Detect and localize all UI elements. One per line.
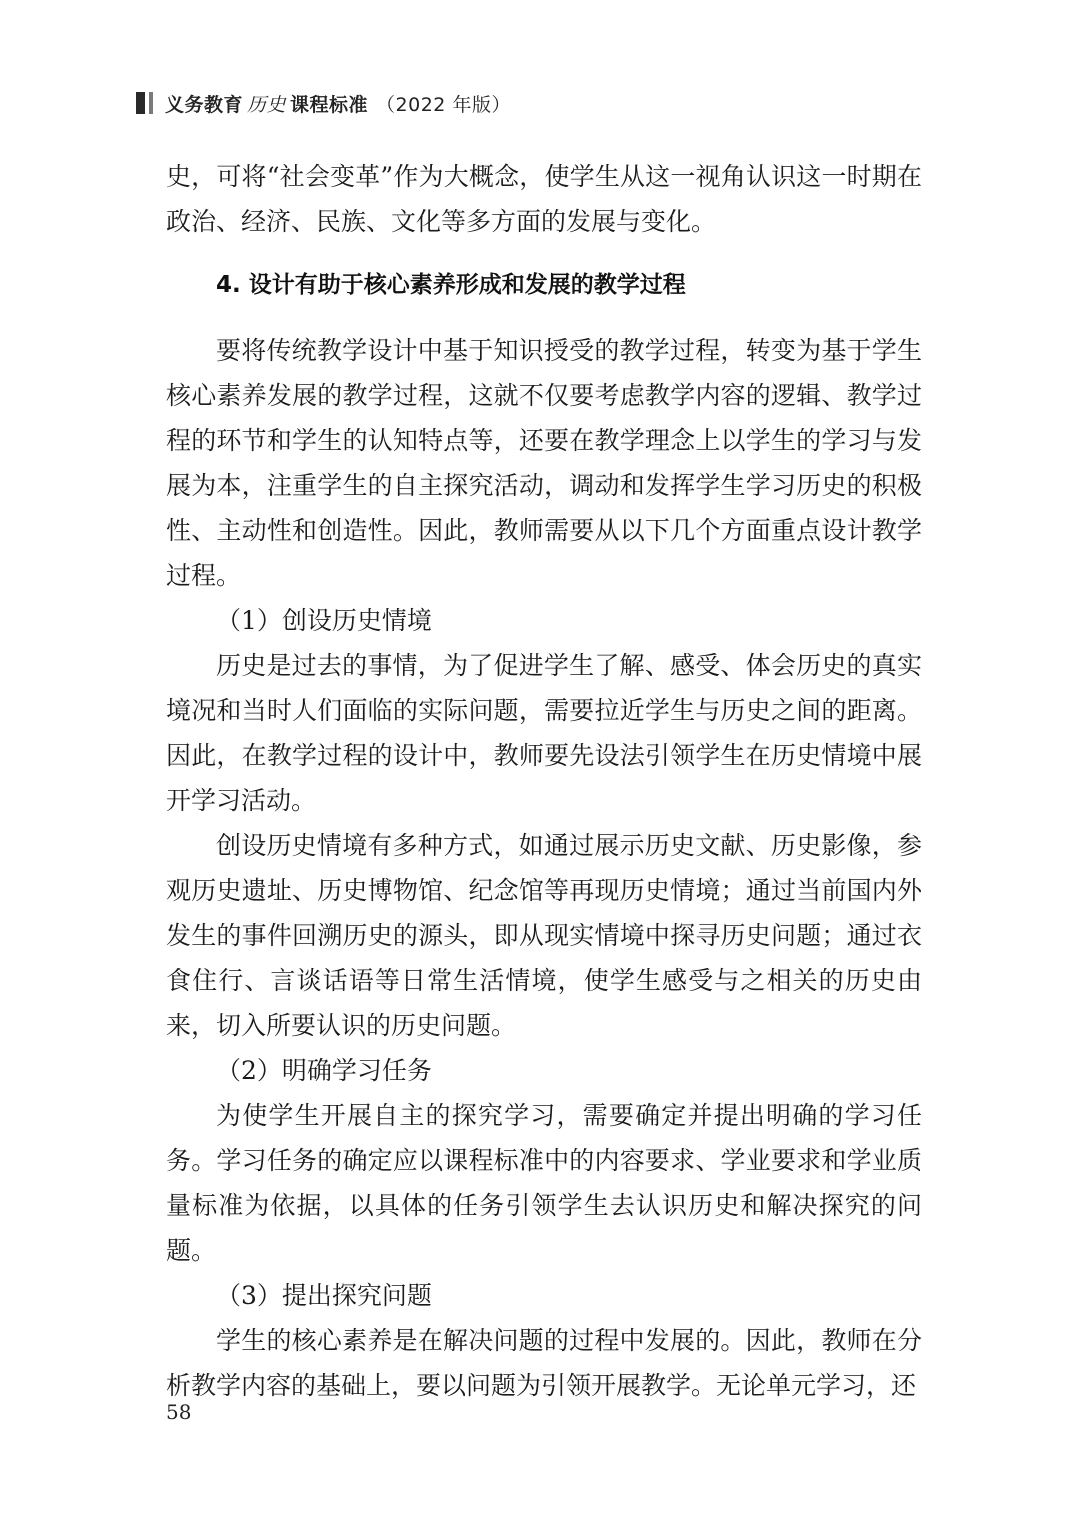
header-bar-thick [136,92,145,114]
page-number: 58 [166,1400,192,1424]
paragraph-continued: 史，可将“社会变革”作为大概念，使学生从这一视角认识这一时期在政治、经济、民族、文化等多方面的发展与变化。 [166,162,922,236]
page-body [166,154,922,1408]
subheading-learning-tasks: （2）明确学习任务 [216,1056,432,1085]
header-bars-decoration [136,92,153,114]
running-header [136,88,511,118]
paragraph-context-purpose: 历史是过去的事情，为了促进学生了解、感受、体会历史的真实境况和当时人们面临的实际问题，需要拉近学生与历史之间的距离。因此，在教学过程的设计中，教师要先设法引领学生在历史情境中展开学习活动。 [166,651,922,815]
subheading-create-context: （1）创设历史情境 [216,606,432,635]
paragraph-inquiry-questions: 学生的核心素养是在解决问题的过程中发展的。因此，教师在分析教学内容的基础上，要以问题为引领开展教学。无论单元学习，还 [166,1326,922,1400]
paragraph-teaching-process: 要将传统教学设计中基于知识授受的教学过程，转变为基于学生核心素养发展的教学过程，这就不仅要考虑教学内容的逻辑、教学过程的环节和学生的认知特点等，还要在教学理念上以学生的学习与发展为本，注重学生的自主探究活动，调动和发挥学生学习历史的积极性、主动性和创造性。因此，教师需要从以下几个方面重点设计教学过程。 [166,336,922,590]
header-title-rest: 课程标准 [290,93,369,116]
header-edition: （2022 年版） [376,93,511,116]
subheading-inquiry-questions: （3）提出探究问题 [216,1281,432,1310]
header-title-subject: 历史 [247,93,287,116]
header-bar-thin [149,92,153,114]
header-title-main: 义务教育 [165,93,244,116]
section-heading: 4. 设计有助于核心素养形成和发展的教学过程 [216,272,686,298]
paragraph-context-methods: 创设历史情境有多种方式，如通过展示历史文献、历史影像，参观历史遗址、历史博物馆、纪念馆等再现历史情境；通过当前国内外发生的事件回溯历史的源头，即从现实情境中探寻历史问题；通过衣食住行、言谈话语等日常生活情境，使学生感受与之相关的历史由来，切入所要认识的历史问题。 [166,831,922,1040]
paragraph-learning-tasks: 为使学生开展自主的探究学习，需要确定并提出明确的学习任务。学习任务的确定应以课程标准中的内容要求、学业要求和学业质量标准为依据，以具体的任务引领学生去认识历史和解决探究的问题。 [166,1101,922,1265]
header-title [165,90,511,117]
